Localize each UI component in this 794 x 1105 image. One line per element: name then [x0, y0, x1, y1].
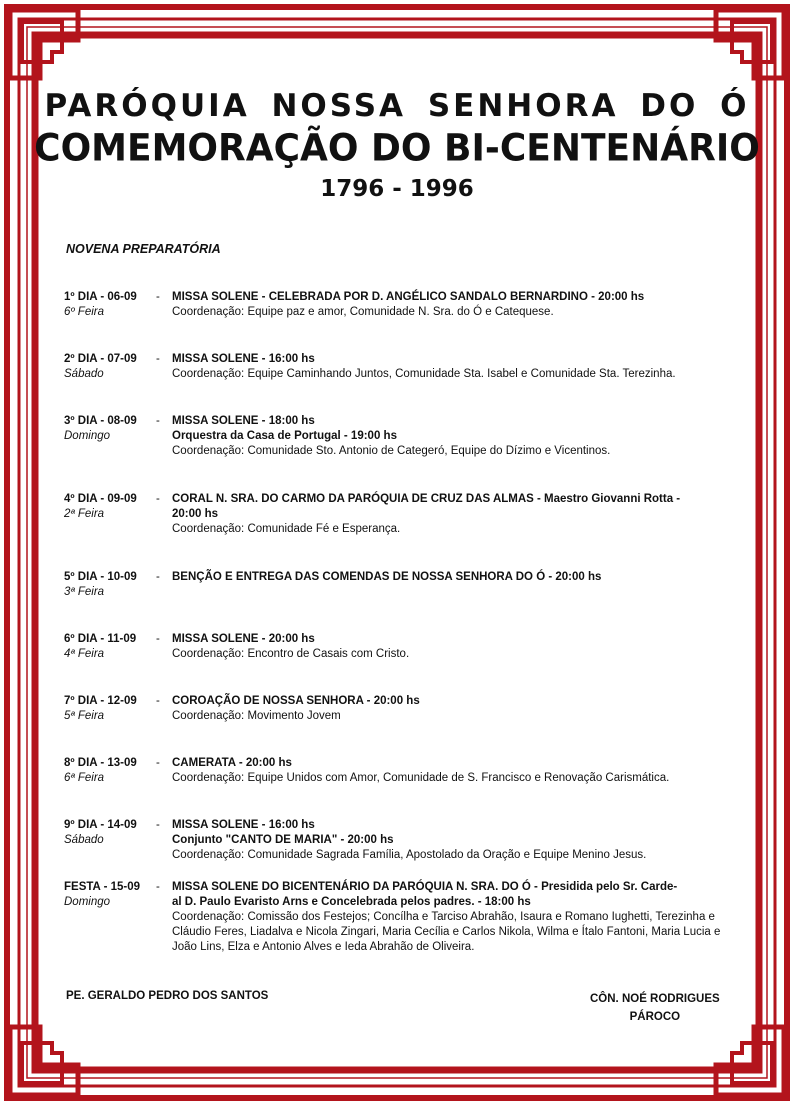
- entry-weekday: Sábado: [64, 834, 104, 846]
- schedule-entry: [64, 352, 744, 382]
- entry-dash: -: [156, 353, 160, 365]
- entry-weekday: 4ª Feira: [64, 648, 105, 660]
- entry-event-line: COROAÇÃO DE NOSSA SENHORA - 20:00 hs: [172, 695, 420, 707]
- entry-coordination: Coordenação: Comunidade Sto. Antonio de Categeró, Equipe do Dízimo e Vicentinos.: [172, 445, 611, 457]
- entry-day: 7º DIA - 12-09: [64, 695, 137, 707]
- signature-right: [590, 990, 720, 1026]
- signature-right-title: PÁROCO: [629, 1011, 681, 1023]
- entry-event-line: BENÇÃO E ENTREGA DAS COMENDAS DE NOSSA SENHORA DO Ó - 20:00 hs: [172, 571, 602, 583]
- entry-event-line: 20:00 hs: [172, 508, 219, 520]
- entry-dash: -: [156, 757, 160, 769]
- entry-day: FESTA - 15-09: [64, 881, 141, 893]
- schedule-entry: [64, 880, 744, 955]
- schedule-entry: [64, 492, 744, 537]
- entry-details: [172, 570, 744, 585]
- entry-weekday: 6ª Feira: [64, 772, 105, 784]
- schedule-entry: [64, 632, 744, 662]
- entry-coordination: Coordenação: Equipe paz e amor, Comunidade N. Sra. do Ó e Catequese.: [172, 306, 554, 318]
- entry-event-line: Conjunto "CANTO DE MARIA" - 20:00 hs: [172, 834, 394, 846]
- entry-coordination: Coordenação: Equipe Caminhando Juntos, Comunidade Sta. Isabel e Comunidade Sta. Terezinha.: [172, 368, 676, 380]
- entry-details: [172, 756, 744, 786]
- entry-details: [172, 818, 744, 863]
- years-range: 1796 - 1996: [320, 176, 474, 202]
- entry-weekday: Sábado: [64, 368, 104, 380]
- entry-dash: -: [156, 695, 160, 707]
- entry-dash: -: [156, 291, 160, 303]
- entry-event-line: MISSA SOLENE - CELEBRADA POR D. ANGÉLICO SANDALO BERNARDINO - 20:00 hs: [172, 291, 645, 303]
- schedule-entry: [64, 756, 744, 786]
- entry-details: [172, 492, 744, 537]
- entry-day: 4º DIA - 09-09: [64, 493, 137, 505]
- entry-coordination: Coordenação: Comunidade Fé e Esperança.: [172, 523, 401, 535]
- entry-details: [172, 632, 744, 662]
- schedule-entry: [64, 290, 744, 320]
- schedule-entry: [64, 818, 744, 863]
- entry-dash: -: [156, 415, 160, 427]
- entry-day: 1º DIA - 06-09: [64, 291, 137, 303]
- entry-dash: -: [156, 819, 160, 831]
- entry-weekday: 3ª Feira: [64, 586, 105, 598]
- entry-day: 8º DIA - 13-09: [64, 757, 137, 769]
- schedule-entry: [64, 694, 744, 724]
- entry-event-line: MISSA SOLENE - 16:00 hs: [172, 819, 315, 831]
- entry-day: 2º DIA - 07-09: [64, 353, 137, 365]
- entry-day: 5º DIA - 10-09: [64, 571, 137, 583]
- entry-weekday: Domingo: [64, 896, 111, 908]
- entry-weekday: 6º Feira: [64, 306, 104, 318]
- entry-details: [172, 290, 744, 320]
- entry-dash: -: [156, 493, 160, 505]
- entry-coordination: Coordenação: Encontro de Casais com Cristo.: [172, 648, 410, 660]
- entry-event-line: MISSA SOLENE DO BICENTENÁRIO DA PARÓQUIA N. SRA. DO Ó - Presidida pelo Sr. Carde-: [172, 881, 678, 893]
- entry-coordination: Coordenação: Comunidade Sagrada Família, Apostolado da Oração e Equipe Menino Jesus.: [172, 849, 647, 861]
- signature-left: PE. GERALDO PEDRO DOS SANTOS: [66, 990, 269, 1002]
- entry-event-line: CAMERATA - 20:00 hs: [172, 757, 292, 769]
- entry-event-line: MISSA SOLENE - 16:00 hs: [172, 353, 315, 365]
- entry-day: 6º DIA - 11-09: [64, 633, 137, 645]
- entry-weekday: Domingo: [64, 430, 111, 442]
- entry-event-line: MISSA SOLENE - 20:00 hs: [172, 633, 315, 645]
- entry-details: [172, 414, 744, 459]
- schedule-entry: [64, 570, 744, 598]
- schedule-entry: [64, 414, 744, 459]
- entry-day: 9º DIA - 14-09: [64, 819, 137, 831]
- entry-event-line: Orquestra da Casa de Portugal - 19:00 hs: [172, 430, 397, 442]
- parish-title: PARÓQUIA NOSSA SENHORA DO Ó: [44, 88, 750, 124]
- entry-coordination: Coordenação: Comissão dos Festejos; Concílha e Tarciso Abrahão, Isaura e Romano Iughetti, Terezinha e Cláudio Feres, Liadalva e Nicola Zingari, Maria Cecília e Carlos Nikola, Wilma e Ítalo Fantoni, Maria Lucia e João Lins, Elza e Antonio Alves e Ieda Abrahão de Oliveira.: [172, 911, 721, 953]
- event-title: COMEMORAÇÃO DO BI-CENTENÁRIO: [34, 126, 760, 171]
- entry-weekday: 2ª Feira: [64, 508, 105, 520]
- section-title: NOVENA PREPARATÓRIA: [66, 242, 221, 256]
- entry-details: [172, 352, 744, 382]
- entry-dash: -: [156, 571, 160, 583]
- entry-details: [172, 880, 744, 955]
- entry-day: 3º DIA - 08-09: [64, 415, 137, 427]
- entry-dash: -: [156, 633, 160, 645]
- entry-dash: -: [156, 881, 160, 893]
- entry-details: [172, 694, 744, 724]
- entry-event-line: CORAL N. SRA. DO CARMO DA PARÓQUIA DE CRUZ DAS ALMAS - Maestro Giovanni Rotta -: [172, 493, 681, 505]
- signature-right-name: CÔN. NOÉ RODRIGUES: [590, 993, 720, 1005]
- entry-coordination: Coordenação: Equipe Unidos com Amor, Comunidade de S. Francisco e Renovação Carismática.: [172, 772, 670, 784]
- entry-event-line: al D. Paulo Evaristo Arns e Concelebrada pelos padres. - 18:00 hs: [172, 896, 531, 908]
- entry-weekday: 5ª Feira: [64, 710, 105, 722]
- entry-event-line: MISSA SOLENE - 18:00 hs: [172, 415, 315, 427]
- entry-coordination: Coordenação: Movimento Jovem: [172, 710, 341, 722]
